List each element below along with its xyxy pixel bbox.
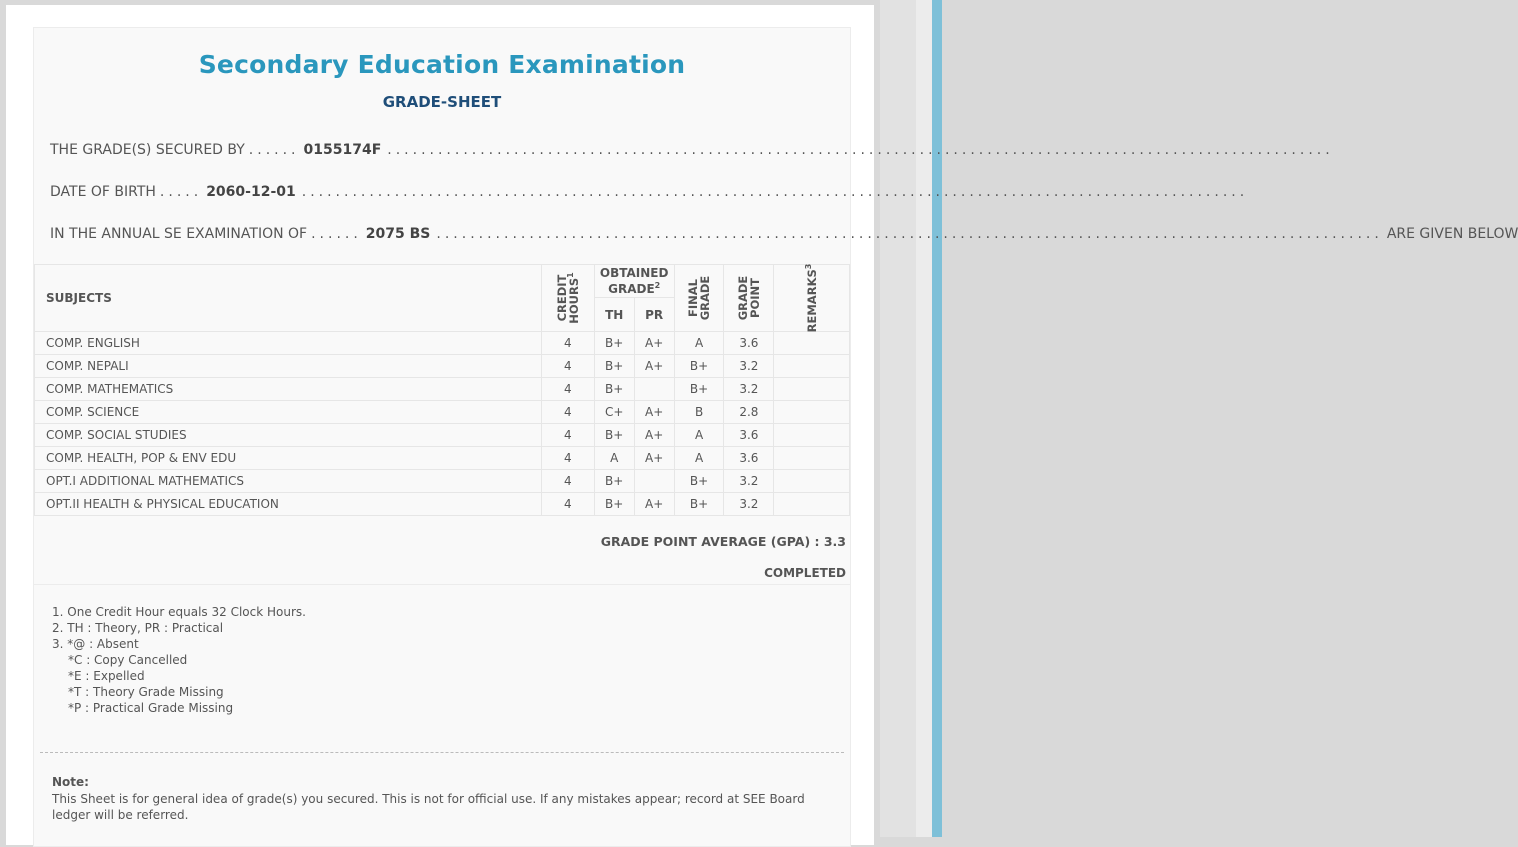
subject-cell: COMP. MATHEMATICS — [35, 378, 542, 401]
theory-grade-cell: B+ — [594, 332, 634, 355]
footnote-item: 1. One Credit Hour equals 32 Clock Hours. — [52, 605, 306, 619]
sheet-title: GRADE-SHEET — [382, 93, 502, 111]
footnote-ref: 3 — [803, 263, 813, 270]
side-panel — [880, 0, 916, 837]
dot-leader: ................................................................................................................ — [301, 184, 1249, 200]
grade-point-cell: 3.6 — [724, 447, 774, 470]
gpa-summary: GRADE POINT AVERAGE (GPA) : 3.3 — [600, 534, 846, 549]
grades-table — [34, 264, 850, 516]
dot-leader: ................................................................................................................ — [387, 142, 1334, 158]
subject-cell: OPT.I ADDITIONAL MATHEMATICS — [35, 470, 542, 493]
scrollbar[interactable] — [932, 0, 942, 837]
footnote-item: *T : Theory Grade Missing — [68, 685, 224, 699]
subject-cell: COMP. HEALTH, POP & ENV EDU — [35, 447, 542, 470]
practical-grade-cell: A+ — [634, 447, 674, 470]
grade-point-cell: 3.2 — [724, 470, 774, 493]
dob-label: DATE OF BIRTH — [50, 184, 156, 200]
table-row — [35, 378, 850, 401]
remarks-cell — [774, 447, 850, 470]
practical-grade-cell: A+ — [634, 401, 674, 424]
credit-cell: 4 — [541, 378, 594, 401]
dot-leader: ..... — [159, 184, 203, 200]
top-strip — [0, 0, 942, 4]
obtained-header-l2: GRADE — [608, 282, 655, 296]
remarks-cell — [774, 332, 850, 355]
grade-point-cell: 2.8 — [724, 401, 774, 424]
dashed-divider — [40, 752, 844, 753]
footnote-ref: 2 — [654, 281, 661, 290]
credit-cell: 4 — [541, 401, 594, 424]
grade-sheet — [33, 27, 1518, 847]
practical-header: PR — [634, 298, 674, 332]
final-grade-header — [674, 265, 724, 332]
table-row — [35, 332, 850, 355]
remarks-header — [774, 265, 850, 332]
secured-by-label: THE GRADE(S) SECURED BY — [50, 142, 245, 158]
credit-hours-header — [541, 265, 594, 332]
theory-grade-cell: B+ — [594, 470, 634, 493]
final-grade-cell: A — [674, 447, 724, 470]
subject-cell: COMP. SOCIAL STUDIES — [35, 424, 542, 447]
practical-grade-cell — [634, 378, 674, 401]
remarks-cell — [774, 401, 850, 424]
table-row — [35, 401, 850, 424]
subjects-header: SUBJECTS — [35, 265, 542, 332]
divider — [34, 584, 850, 585]
theory-header: TH — [594, 298, 634, 332]
final-grade-cell: A — [674, 332, 724, 355]
final-grade-cell: B+ — [674, 378, 724, 401]
table-row — [35, 355, 850, 378]
grade-point-header — [724, 265, 774, 332]
result-status: COMPLETED — [764, 566, 846, 580]
grade-point-cell: 3.6 — [724, 424, 774, 447]
subject-cell: COMP. SCIENCE — [35, 401, 542, 424]
table-row — [35, 493, 850, 516]
note-heading: Note: — [52, 775, 89, 789]
exam-label: IN THE ANNUAL SE EXAMINATION OF — [50, 226, 308, 242]
obtained-grade-header — [594, 265, 674, 298]
table-row — [35, 424, 850, 447]
grade-point-cell: 3.6 — [724, 332, 774, 355]
footnote-ref: 1 — [565, 272, 575, 278]
side-panel-inner — [916, 0, 932, 837]
credit-cell: 4 — [541, 355, 594, 378]
theory-grade-cell: B+ — [594, 378, 634, 401]
footnote-item: 2. TH : Theory, PR : Practical — [52, 621, 224, 635]
obtained-header-l1: OBTAINED — [599, 266, 669, 280]
theory-grade-cell: A — [594, 447, 634, 470]
symbol-number: 0155174F — [303, 142, 382, 158]
table-row — [35, 447, 850, 470]
exam-title: Secondary Education Examination — [198, 50, 686, 79]
grade-point-cell: 3.2 — [724, 378, 774, 401]
dob-line — [50, 184, 1249, 204]
footnote-item: 3. *@ : Absent — [52, 637, 139, 651]
subject-cell: COMP. ENGLISH — [35, 332, 542, 355]
remarks-cell — [774, 424, 850, 447]
final-grade-cell: B — [674, 401, 724, 424]
dot-leader: ...... — [248, 142, 300, 158]
theory-grade-cell: B+ — [594, 424, 634, 447]
theory-grade-cell: C+ — [594, 401, 634, 424]
exam-tail: ARE GIVEN BELOW — [1386, 226, 1518, 242]
credit-header-l2: HOURS — [566, 277, 581, 324]
final-grade-cell: B+ — [674, 470, 724, 493]
dot-leader: ...... — [311, 226, 362, 242]
final-header-l2: GRADE — [698, 275, 713, 321]
secured-by-line — [50, 142, 1334, 162]
credit-cell: 4 — [541, 447, 594, 470]
dob-value: 2060-12-01 — [206, 184, 296, 200]
point-header-l1: GRADE — [735, 275, 750, 321]
footnote-item: *C : Copy Cancelled — [68, 653, 188, 667]
subject-cell: COMP. NEPALI — [35, 355, 542, 378]
remarks-cell — [774, 378, 850, 401]
theory-grade-cell: B+ — [594, 355, 634, 378]
grade-point-cell: 3.2 — [724, 493, 774, 516]
final-grade-cell: B+ — [674, 355, 724, 378]
practical-grade-cell — [634, 470, 674, 493]
footnote-item: *P : Practical Grade Missing — [68, 701, 234, 715]
credit-cell: 4 — [541, 332, 594, 355]
theory-grade-cell: B+ — [594, 493, 634, 516]
practical-grade-cell: A+ — [634, 424, 674, 447]
remarks-cell — [774, 470, 850, 493]
subject-cell: OPT.II HEALTH & PHYSICAL EDUCATION — [35, 493, 542, 516]
credit-cell: 4 — [541, 424, 594, 447]
final-header-l1: FINAL — [686, 279, 701, 318]
remarks-cell — [774, 493, 850, 516]
final-grade-cell: B+ — [674, 493, 724, 516]
dot-leader: ................................................................................................................ — [436, 226, 1383, 242]
table-row — [35, 470, 850, 493]
footnote-item: *E : Expelled — [68, 669, 145, 683]
footnotes — [52, 604, 306, 716]
exam-year: 2075 BS — [365, 226, 431, 242]
point-header-l2: POINT — [747, 278, 762, 318]
exam-line — [50, 226, 1518, 246]
credit-cell: 4 — [541, 493, 594, 516]
practical-grade-cell: A+ — [634, 355, 674, 378]
remarks-header-label: REMARKS — [804, 269, 819, 333]
final-grade-cell: A — [674, 424, 724, 447]
credit-header-l1: CREDIT — [554, 274, 569, 322]
practical-grade-cell: A+ — [634, 332, 674, 355]
note-body: This Sheet is for general idea of grade(s) you secured. This is not for official use. If any mistakes appear; record at SEE Board ledger will be referred. — [52, 792, 805, 822]
practical-grade-cell: A+ — [634, 493, 674, 516]
grade-point-cell: 3.2 — [724, 355, 774, 378]
credit-cell: 4 — [541, 470, 594, 493]
remarks-cell — [774, 355, 850, 378]
